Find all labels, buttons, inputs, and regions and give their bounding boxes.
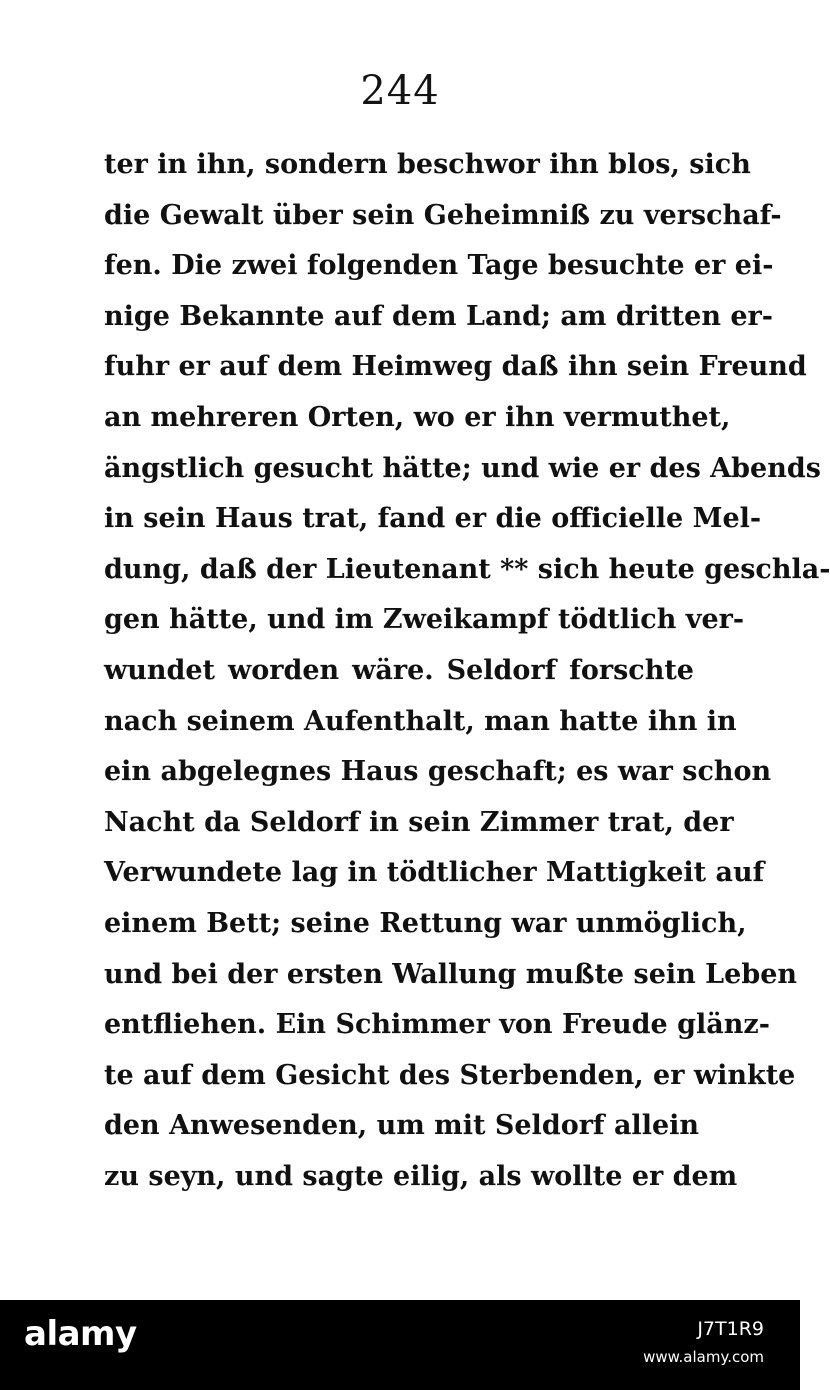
- text-line: Verwundete lag in tödtlicher Mattigkeit auf: [104, 857, 765, 889]
- text-line: fen. Die zwei folgenden Tage besuchte er ei-: [104, 250, 774, 282]
- text-line: wundet worden wäre. Seldorf forschte: [104, 654, 694, 686]
- text-line: die Gewalt über sein Geheimniß zu verschaf-: [104, 199, 782, 231]
- text-line: und bei der ersten Wallung mußte sein Leben: [104, 958, 798, 990]
- text-line: in sein Haus trat, fand er die officielle Mel-: [104, 503, 762, 535]
- text-line: einem Bett; seine Rettung war unmöglich,: [104, 907, 747, 939]
- text-line: nige Bekannte auf dem Land; am dritten er-: [104, 300, 773, 332]
- text-line: gen hätte, und im Zweikampf tödtlich ver-: [104, 604, 745, 636]
- text-line: te auf dem Gesicht des Sterbenden, er winkte: [104, 1059, 796, 1091]
- text-line: den Anwesenden, um mit Seldorf allein: [104, 1110, 700, 1142]
- text-line: zu seyn, und sagte eilig, als wollte er dem: [104, 1160, 738, 1192]
- watermark-logo: alamy: [24, 1314, 137, 1354]
- text-line: dung, daß der Lieutenant ** sich heute geschla-: [104, 553, 830, 585]
- body-text: [104, 140, 830, 1202]
- text-line: Nacht da Seldorf in sein Zimmer trat, der: [104, 806, 734, 838]
- text-line: entfliehen. Ein Schimmer von Freude glänz-: [104, 1009, 770, 1041]
- text-line: ängstlich gesucht hätte; und wie er des Abends: [104, 452, 821, 484]
- watermark-image-id: J7T1R9: [697, 1318, 764, 1340]
- text-line: ein abgelegnes Haus geschaft; es war schon: [104, 756, 772, 788]
- watermark-site: www.alamy.com: [643, 1348, 764, 1366]
- page-number: 244: [360, 68, 440, 114]
- text-line: nach seinem Aufenthalt, man hatte ihn in: [104, 705, 737, 737]
- text-line: fuhr er auf dem Heimweg daß ihn sein Freund: [104, 351, 807, 383]
- text-line: an mehreren Orten, wo er ihn vermuthet,: [104, 401, 731, 433]
- text-line: ter in ihn, sondern beschwor ihn blos, sich: [104, 149, 751, 180]
